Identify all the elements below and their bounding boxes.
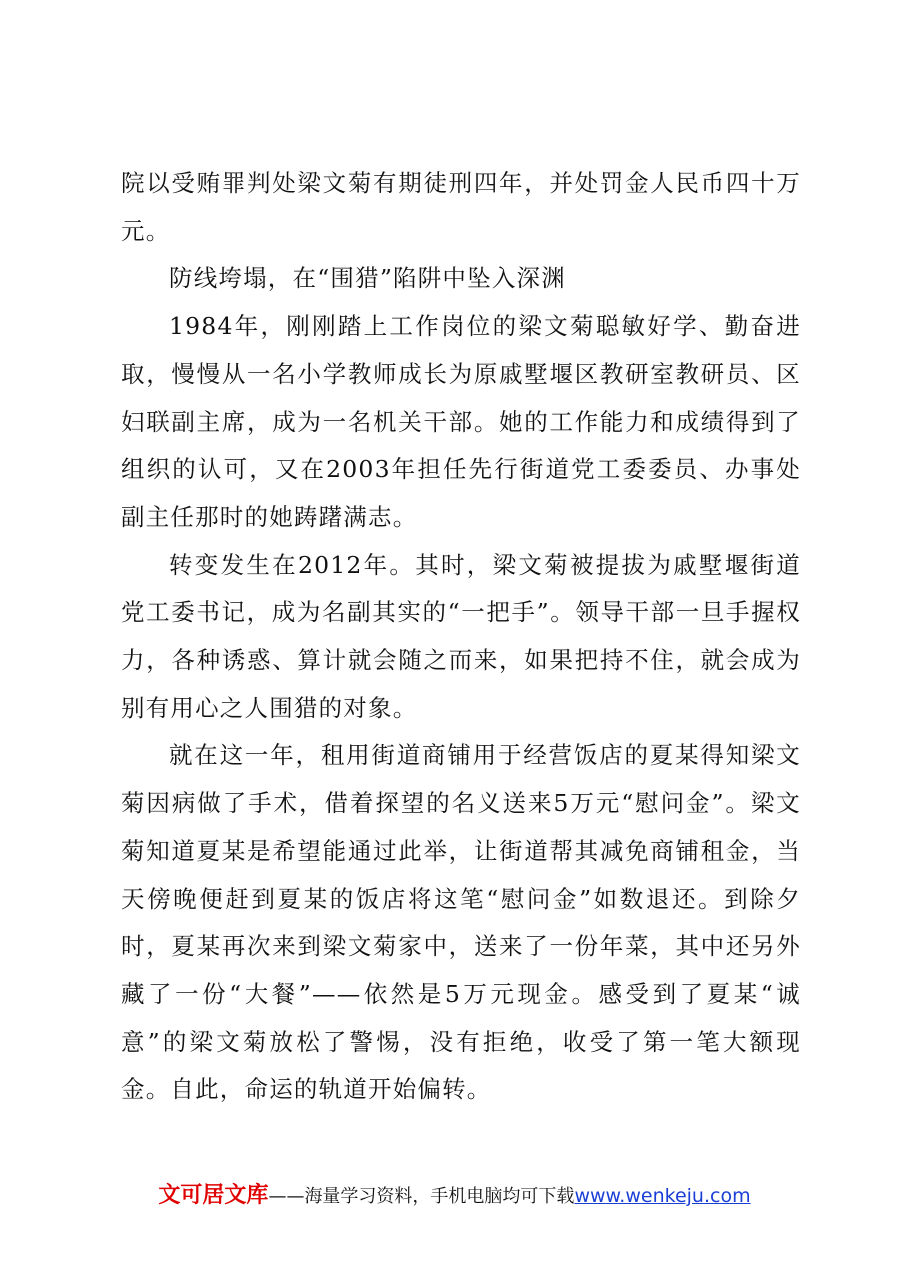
paragraph-career: 1984年，刚刚踏上工作岗位的梁文菊聪敏好学、勤奋进取，慢慢从一名小学教师成长为原戚墅堰区教研室教研员、区妇联副主席，成为一名机关干部。她的工作能力和成绩得到了组织的认可，又在2003年担任先行街道党工委委员、办事处副主任那时的她踌躇满志。	[121, 312, 801, 531]
paragraph-sentence-verdict: 院以受贿罪判处梁文菊有期徒刑四年，并处罚金人民币四十万元。	[121, 169, 801, 245]
article-body	[121, 160, 801, 1114]
footer-site-link[interactable]: www.wenkeju.com	[574, 1185, 751, 1207]
footer-tagline: ——海量学习资料，手机电脑均可下载	[268, 1186, 575, 1207]
paragraph-turning-point: 转变发生在2012年。其时，梁文菊被提拔为戚墅堰街道党工委书记，成为名副其实的“一把手”。领导干部一旦手握权力，各种诱惑、算计就会随之而来，如果把持不住，就会成为别有用心之人围猎的对象。	[121, 550, 801, 722]
section-heading: 防线垮塌，在“围猎”陷阱中坠入深渊	[169, 264, 566, 293]
footer-brand: 文可居文库	[158, 1183, 269, 1208]
footer-banner	[0, 1181, 909, 1212]
paragraph-bribe-story: 就在这一年，租用街道商铺用于经营饭店的夏某得知梁文菊因病做了手术，借着探望的名义送来5万元“慰问金”。梁文菊知道夏某是希望能通过此举，让街道帮其减免商铺租金，当天傍晚便赶到夏某的饭店将这笔“慰问金”如数退还。到除夕时，夏某再次来到梁文菊家中，送来了一份年菜，其中还另外藏了一份“大餐”——依然是5万元现金。感受到了夏某“诚意”的梁文菊放松了警惕，没有拒绝，收受了第一笔大额现金。自此，命运的轨道开始偏转。	[121, 741, 801, 1104]
